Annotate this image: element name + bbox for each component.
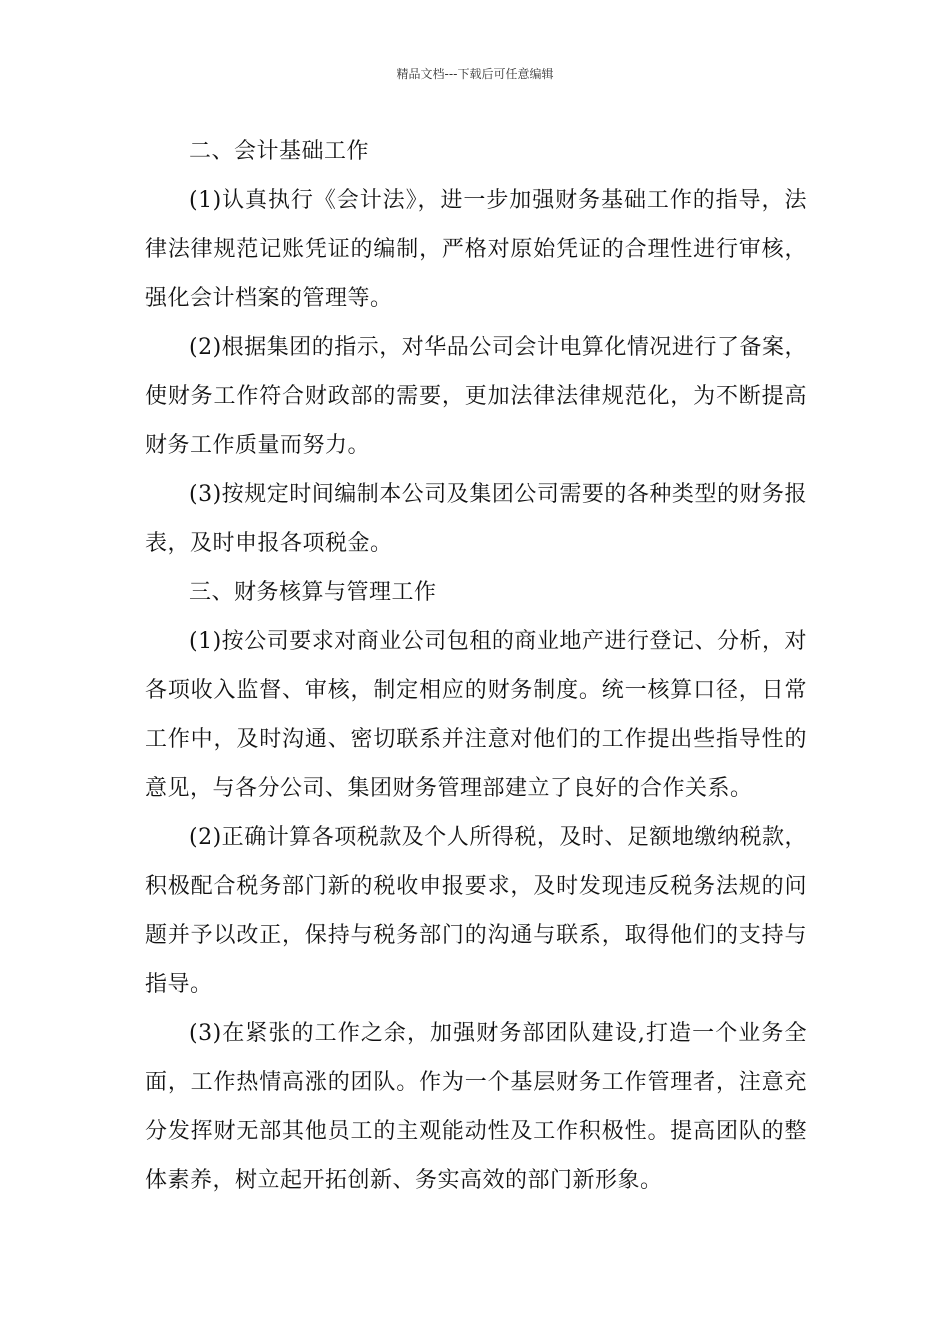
paragraph: (1)认真执行《会计法》，进一步加强财务基础工作的指导，法律法律规范记账凭证的编制，严格对原始凭证的合理性进行审核，强化会计档案的管理等。 <box>145 188 807 311</box>
paragraph: (2)正确计算各项税款及个人所得税，及时、足额地缴纳税款，积极配合税务部门新的税收申报要求，及时发现违反税务法规的问题并予以改正，保持与税务部门的沟通与联系，取得他们的支持与指导。 <box>145 825 807 997</box>
paragraph: (3)按规定时间编制本公司及集团公司需要的各种类型的财务报表，及时申报各项税金。 <box>145 482 807 556</box>
page-header: 精品文档---下载后可任意编辑 <box>396 67 554 81</box>
paragraph: (3)在紧张的工作之余，加强财务部团队建设,打造一个业务全面，工作热情高涨的团队。作为一个基层财务工作管理者，注意充分发挥财无部其他员工的主观能动性及工作积极性。提高团队的整体素养，树立起开拓创新、务实高效的部门新形象。 <box>145 1021 807 1193</box>
document-body <box>145 127 807 1205</box>
paragraph: (2)根据集团的指示，对华品公司会计电算化情况进行了备案，使财务工作符合财政部的需要，更加法律法律规范化，为不断提高财务工作质量而努力。 <box>145 335 807 458</box>
paragraph: (1)按公司要求对商业公司包租的商业地产进行登记、分析，对各项收入监督、审核，制定相应的财务制度。统一核算口径，日常工作中，及时沟通、密切联系并注意对他们的工作提出些指导性的意见，与各分公司、集团财务管理部建立了良好的合作关系。 <box>145 629 807 801</box>
section-heading: 三、财务核算与管理工作 <box>189 580 437 605</box>
section-heading: 二、会计基础工作 <box>189 139 370 164</box>
